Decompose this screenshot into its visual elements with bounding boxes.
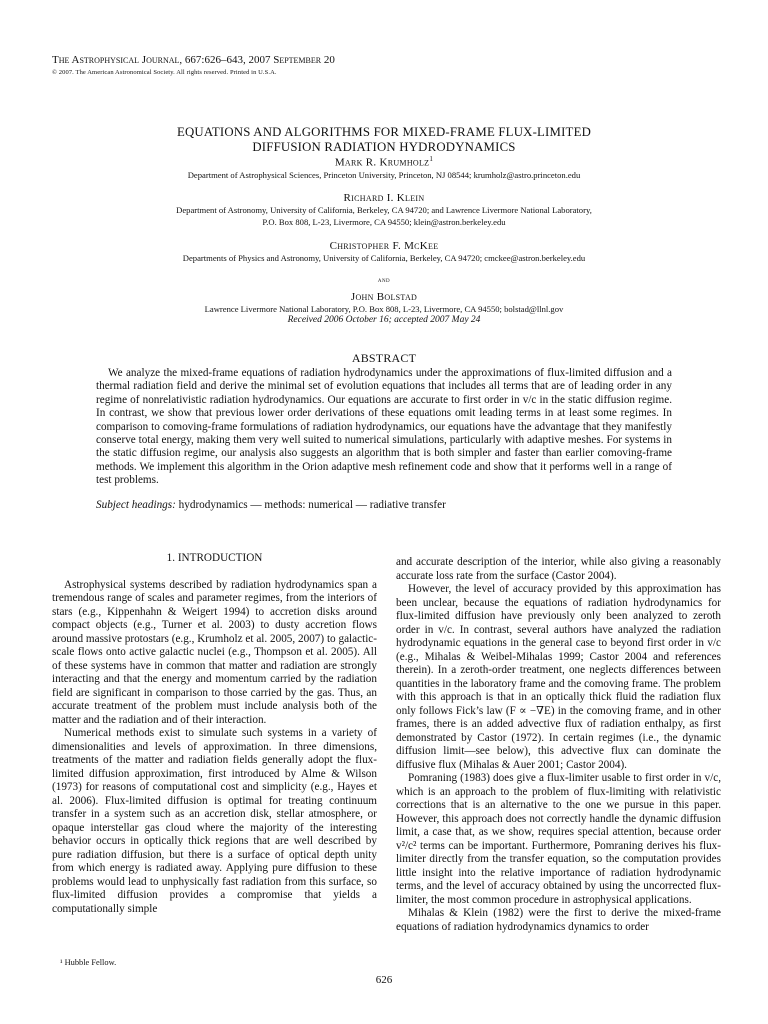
author-name: Richard I. Klein	[343, 192, 425, 204]
received-dates: Received 2006 October 16; accepted 2007 May 24	[287, 315, 481, 325]
journal-header: The Astrophysical Journal, 667:626–643, 2007 September 20	[52, 54, 335, 66]
right-column	[396, 556, 721, 934]
section-heading: 1. INTRODUCTION	[166, 552, 263, 564]
abstract-heading: ABSTRACT	[351, 351, 417, 365]
and-separator: and	[377, 275, 391, 284]
title-line-2: DIFFUSION RADIATION HYDRODYNAMICS	[252, 140, 516, 154]
paragraph: Pomraning (1983) does give a flux-limiter usable to first order in v/c, which is an approach to the problem of flux-limiting with relativistic corrections that is an alternative to the one we pursue in this paper. However, this approach does not correctly handle the dynamic diffusion limit, a case that, as we show, requires special attention, because order v²/c² terms can be important. Furthermore, Pomraning derives his flux-limiter directly from the transfer equation, so the computation provides little insight into the relative importance of radiation hydrodynamic terms, and the level of accuracy obtained by using the uncorrected flux-limiter, the most common procedure in astrophysical applications.	[396, 772, 721, 906]
author-block-2	[60, 192, 708, 228]
paragraph: However, the level of accuracy provided by this approximation has been unclear, because the equations of radiation hydrodynamics for flux-limited diffusion have previously only been analyzed to zeroth order in v/c. In contrast, several authors have analyzed the radiation hydrodynamic equations in the general case to beyond first order in v/c (e.g., Mihalas & Weibel-Mihalas 1999; Castor 2004 and references therein). In a zeroth-order treatment, one neglects differences between quantities in the laboratory frame and the comoving frame. The problem with this approach is that in an optically thick fluid the radiation flux only follows Fick’s law (F ∝ −∇E) in the comoving frame, and in other frames, there is an added advective flux of radiation enthalpy, as first demonstrated by Castor (1972). In certain regimes (i.e., the dynamic diffusion limit—see below), this advective flux can dominate the diffusive flux (Mihalas & Auer 2001; Castor 2004).	[396, 583, 721, 771]
footnote: ¹ Hubble Fellow.	[60, 958, 117, 967]
paragraph: Astrophysical systems described by radiation hydrodynamics span a tremendous range of scales and parameter regimes, from the interiors of stars (e.g., Kippenhahn & Weigert 1994) to accretion disks around compact objects (e.g., Turner et al. 2003) to dusty accretion flows around massive protostars (e.g., Krumholz et al. 2005, 2007) to galactic-scale flows onto active galactic nuclei (e.g., Thompson et al. 2005). All of these systems have in common that matter and radiation are strongly interacting and that the energy and momentum carried by the radiation field are significant in comparison to those carried by the gas. Thus, an accurate treatment of the problem must include analysis both of the matter and the radiation and of their interaction.	[52, 578, 377, 726]
abstract-text: We analyze the mixed-frame equations of radiation hydrodynamics under the approximations of flux-limited diffusion and a thermal radiation field and derive the minimal set of evolution equations that includes all terms that are of leading order in any regime of nonrelativistic radiation hydrodynamics. Our equations are accurate to first order in v/c in the static diffusion regime. In contrast, we show that previous lower order derivations of these equations omit leading terms in at least some regimes. In comparison to comoving-frame formulations of radiation hydrodynamics, our equations have the advantage that they manifestly conserve total energy, making them very well suited to numerical simulations, particularly with adaptive meshes. For systems in the static diffusion regime, our analysis also suggests an algorithm that is both simpler and faster than earlier comoving-frame methods. We implement this algorithm in the Orion adaptive mesh refinement code and show that it performs well in a range of test problems.	[96, 367, 672, 487]
copyright-line: © 2007. The American Astronomical Society. All rights reserved. Printed in U.S.A.	[52, 69, 277, 76]
author-block-4	[60, 291, 708, 325]
subject-label: Subject headings:	[96, 499, 176, 511]
author-name: John Bolstad	[350, 291, 418, 303]
author-name: Mark R. Krumholz$^1$	[334, 155, 434, 169]
subject-headings	[96, 499, 446, 511]
title-line-1: EQUATIONS AND ALGORITHMS FOR MIXED-FRAME FLUX-LIMITED	[176, 125, 592, 139]
subject-text: hydrodynamics — methods: numerical — radiative transfer	[178, 499, 446, 511]
author-name: Christopher F. McKee	[329, 240, 439, 252]
page-number: 626	[375, 974, 393, 986]
paragraph: and accurate description of the interior, while also giving a reasonably accurate loss rate from the surface (Castor 2004).	[396, 556, 721, 582]
author-affiliation: Lawrence Livermore National Laboratory, P.O. Box 808, L-23, Livermore, CA 94550; bolstad@llnl.gov	[204, 304, 564, 314]
author-affiliation: Department of Astronomy, University of California, Berkeley, CA 94720; and Lawrence Livermore National Laboratory,	[176, 205, 592, 215]
left-column	[52, 552, 377, 916]
paragraph: Mihalas & Klein (1982) were the first to derive the mixed-frame equations of radiation hydrodynamics dynamics to order	[396, 907, 721, 933]
author-affiliation: Department of Astrophysical Sciences, Princeton University, Princeton, NJ 08544; krumholz@astro.princeton.edu	[187, 169, 581, 180]
author-block-3	[60, 240, 708, 264]
author-block-1	[60, 155, 708, 181]
paper-title	[60, 125, 708, 155]
author-affiliation: Departments of Physics and Astronomy, University of California, Berkeley, CA 94720; cmckee@astron.berkeley.edu	[182, 253, 586, 263]
paragraph: Numerical methods exist to simulate such systems in a variety of dimensionalities and levels of approximation. In three dimensions, treatments of the matter and radiation fields generally adopt the flux-limited diffusion approximation, first introduced by Alme & Wilson (1973) for reasons of computational cost and simplicity (e.g., Hayes et al. 2006). Flux-limited diffusion is optimal for treating continuum transfer in a system such as an accretion disk, stellar atmosphere, or opaque interstellar gas cloud where the majority of the interesting behavior occurs in optically thick regions that are well described by pure radiation diffusion, but there is a surface of optical depth unity from which energy is radiated away. Applying pure diffusion to these problems would lead to unphysically fast radiation from this surface, so flux-limited diffusion provides a compromise that yields a computationally simple	[52, 727, 377, 915]
author-affiliation-2: P.O. Box 808, L-23, Livermore, CA 94550; klein@astron.berkeley.edu	[262, 217, 506, 227]
